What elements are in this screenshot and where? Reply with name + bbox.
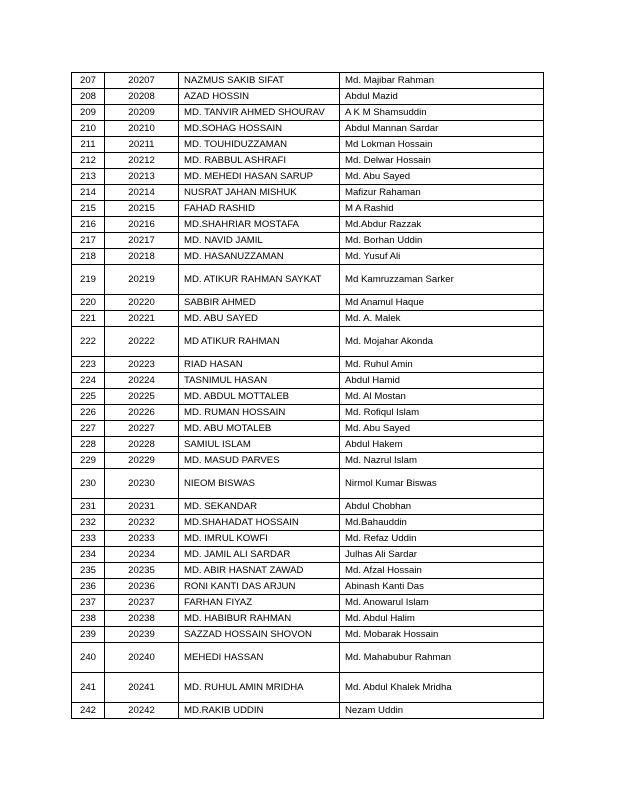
student-id-cell: 20232	[105, 515, 179, 531]
table-row	[72, 453, 544, 469]
serial-cell: 219	[72, 265, 105, 295]
father-name-cell: Md. A. Malek	[340, 311, 544, 327]
serial-cell: 212	[72, 153, 105, 169]
father-name-cell: Md. Mahabubur Rahman	[340, 643, 544, 673]
father-name-cell: Md. Nazrul Islam	[340, 453, 544, 469]
father-name-cell: Md Kamruzzaman Sarker	[340, 265, 544, 295]
father-name-cell: Md. Borhan Uddin	[340, 233, 544, 249]
serial-cell: 211	[72, 137, 105, 153]
father-name-cell: Md. Mojahar Akonda	[340, 327, 544, 357]
serial-cell: 209	[72, 105, 105, 121]
student-id-cell: 20241	[105, 673, 179, 703]
student-name-cell: MD. ATIKUR RAHMAN SAYKAT	[179, 265, 340, 295]
serial-cell: 240	[72, 643, 105, 673]
student-id-cell: 20218	[105, 249, 179, 265]
student-name-cell: MD. SEKANDAR	[179, 499, 340, 515]
student-name-cell: MD. ABDUL MOTTALEB	[179, 389, 340, 405]
serial-cell: 216	[72, 217, 105, 233]
student-name-cell: FAHAD RASHID	[179, 201, 340, 217]
student-id-cell: 20222	[105, 327, 179, 357]
student-roster-table	[71, 72, 544, 719]
table-row	[72, 579, 544, 595]
serial-cell: 235	[72, 563, 105, 579]
student-name-cell: MD ATIKUR RAHMAN	[179, 327, 340, 357]
student-id-cell: 20229	[105, 453, 179, 469]
table-row	[72, 421, 544, 437]
father-name-cell: Md. Yusuf Ali	[340, 249, 544, 265]
table-row	[72, 703, 544, 719]
table-row	[72, 373, 544, 389]
father-name-cell: Md. Rofiqul Islam	[340, 405, 544, 421]
student-name-cell: MEHEDI HASSAN	[179, 643, 340, 673]
table-row	[72, 531, 544, 547]
student-id-cell: 20238	[105, 611, 179, 627]
table-row	[72, 217, 544, 233]
father-name-cell: Md. Refaz Uddin	[340, 531, 544, 547]
student-id-cell: 20231	[105, 499, 179, 515]
serial-cell: 208	[72, 89, 105, 105]
father-name-cell: Md. Abdul Halim	[340, 611, 544, 627]
student-name-cell: AZAD HOSSIN	[179, 89, 340, 105]
student-name-cell: MD. TOUHIDUZZAMAN	[179, 137, 340, 153]
student-id-cell: 20221	[105, 311, 179, 327]
serial-cell: 221	[72, 311, 105, 327]
serial-cell: 241	[72, 673, 105, 703]
student-name-cell: MD.SHAHRIAR MOSTAFA	[179, 217, 340, 233]
father-name-cell: Abdul Chobhan	[340, 499, 544, 515]
serial-cell: 215	[72, 201, 105, 217]
father-name-cell: Md. Ruhul Amin	[340, 357, 544, 373]
serial-cell: 239	[72, 627, 105, 643]
student-id-cell: 20224	[105, 373, 179, 389]
table-row	[72, 437, 544, 453]
student-id-cell: 20234	[105, 547, 179, 563]
student-name-cell: MD. ABU MOTALEB	[179, 421, 340, 437]
student-id-cell: 20242	[105, 703, 179, 719]
student-id-cell: 20237	[105, 595, 179, 611]
serial-cell: 237	[72, 595, 105, 611]
serial-cell: 224	[72, 373, 105, 389]
student-name-cell: MD. HASANUZZAMAN	[179, 249, 340, 265]
serial-cell: 229	[72, 453, 105, 469]
father-name-cell: Md Lokman Hossain	[340, 137, 544, 153]
student-id-cell: 20207	[105, 73, 179, 89]
table-row	[72, 405, 544, 421]
student-id-cell: 20226	[105, 405, 179, 421]
table-row	[72, 89, 544, 105]
student-name-cell: MD.RAKIB UDDIN	[179, 703, 340, 719]
table-row	[72, 233, 544, 249]
father-name-cell: Md. Abdul Khalek Mridha	[340, 673, 544, 703]
student-name-cell: SAZZAD HOSSAIN SHOVON	[179, 627, 340, 643]
father-name-cell: Md. Al Mostan	[340, 389, 544, 405]
student-id-cell: 20209	[105, 105, 179, 121]
serial-cell: 236	[72, 579, 105, 595]
table-row	[72, 185, 544, 201]
table-row	[72, 499, 544, 515]
student-id-cell: 20214	[105, 185, 179, 201]
table-row	[72, 249, 544, 265]
student-id-cell: 20210	[105, 121, 179, 137]
father-name-cell: Abdul Hakem	[340, 437, 544, 453]
table-row	[72, 311, 544, 327]
father-name-cell: Abdul Mazid	[340, 89, 544, 105]
student-id-cell: 20227	[105, 421, 179, 437]
serial-cell: 220	[72, 295, 105, 311]
student-name-cell: MD. ABIR HASNAT ZAWAD	[179, 563, 340, 579]
roster-body	[72, 73, 544, 719]
student-name-cell: MD. RABBUL ASHRAFI	[179, 153, 340, 169]
father-name-cell: Md. Abu Sayed	[340, 169, 544, 185]
table-row	[72, 563, 544, 579]
father-name-cell: Md.Bahauddin	[340, 515, 544, 531]
student-name-cell: FARHAN FIYAZ	[179, 595, 340, 611]
student-id-cell: 20235	[105, 563, 179, 579]
father-name-cell: Md Anamul Haque	[340, 295, 544, 311]
student-id-cell: 20211	[105, 137, 179, 153]
serial-cell: 213	[72, 169, 105, 185]
student-id-cell: 20208	[105, 89, 179, 105]
student-id-cell: 20240	[105, 643, 179, 673]
serial-cell: 228	[72, 437, 105, 453]
student-id-cell: 20213	[105, 169, 179, 185]
father-name-cell: Md. Majibar Rahman	[340, 73, 544, 89]
table-row	[72, 611, 544, 627]
student-id-cell: 20217	[105, 233, 179, 249]
father-name-cell: Md. Afzal Hossain	[340, 563, 544, 579]
table-row	[72, 547, 544, 563]
table-row	[72, 595, 544, 611]
father-name-cell: Mafizur Rahaman	[340, 185, 544, 201]
student-name-cell: MD.SOHAG HOSSAIN	[179, 121, 340, 137]
student-id-cell: 20230	[105, 469, 179, 499]
table-row	[72, 357, 544, 373]
student-name-cell: MD. MASUD PARVES	[179, 453, 340, 469]
student-id-cell: 20236	[105, 579, 179, 595]
father-name-cell: Nirmol Kumar Biswas	[340, 469, 544, 499]
student-name-cell: NIEOM BISWAS	[179, 469, 340, 499]
student-id-cell: 20233	[105, 531, 179, 547]
student-name-cell: NAZMUS SAKIB SIFAT	[179, 73, 340, 89]
student-name-cell: MD. MEHEDI HASAN SARUP	[179, 169, 340, 185]
serial-cell: 214	[72, 185, 105, 201]
father-name-cell: Abdul Mannan Sardar	[340, 121, 544, 137]
student-name-cell: MD.SHAHADAT HOSSAIN	[179, 515, 340, 531]
father-name-cell: Md. Delwar Hossain	[340, 153, 544, 169]
serial-cell: 233	[72, 531, 105, 547]
serial-cell: 234	[72, 547, 105, 563]
student-name-cell: MD. NAVID JAMIL	[179, 233, 340, 249]
table-row	[72, 327, 544, 357]
serial-cell: 227	[72, 421, 105, 437]
father-name-cell: Md. Anowarul Islam	[340, 595, 544, 611]
serial-cell: 222	[72, 327, 105, 357]
table-row	[72, 389, 544, 405]
serial-cell: 226	[72, 405, 105, 421]
father-name-cell: M A Rashid	[340, 201, 544, 217]
student-id-cell: 20215	[105, 201, 179, 217]
student-id-cell: 20216	[105, 217, 179, 233]
serial-cell: 218	[72, 249, 105, 265]
student-name-cell: MD. RUHUL AMIN MRIDHA	[179, 673, 340, 703]
father-name-cell: Abinash Kanti Das	[340, 579, 544, 595]
student-id-cell: 20239	[105, 627, 179, 643]
father-name-cell: Md.Abdur Razzak	[340, 217, 544, 233]
table-row	[72, 295, 544, 311]
table-row	[72, 201, 544, 217]
serial-cell: 223	[72, 357, 105, 373]
table-row	[72, 169, 544, 185]
serial-cell: 232	[72, 515, 105, 531]
student-id-cell: 20228	[105, 437, 179, 453]
table-row	[72, 627, 544, 643]
student-name-cell: MD. JAMIL ALI SARDAR	[179, 547, 340, 563]
student-name-cell: MD. IMRUL KOWFI	[179, 531, 340, 547]
student-id-cell: 20220	[105, 295, 179, 311]
father-name-cell: A K M Shamsuddin	[340, 105, 544, 121]
serial-cell: 231	[72, 499, 105, 515]
student-name-cell: SABBIR AHMED	[179, 295, 340, 311]
student-name-cell: MD. RUMAN HOSSAIN	[179, 405, 340, 421]
serial-cell: 210	[72, 121, 105, 137]
table-row	[72, 153, 544, 169]
student-name-cell: RIAD HASAN	[179, 357, 340, 373]
serial-cell: 238	[72, 611, 105, 627]
serial-cell: 242	[72, 703, 105, 719]
student-name-cell: MD. TANVIR AHMED SHOURAV	[179, 105, 340, 121]
student-name-cell: TASNIMUL HASAN	[179, 373, 340, 389]
table-row	[72, 73, 544, 89]
father-name-cell: Abdul Hamid	[340, 373, 544, 389]
table-row	[72, 137, 544, 153]
serial-cell: 207	[72, 73, 105, 89]
father-name-cell: Nezam Uddin	[340, 703, 544, 719]
table-row	[72, 643, 544, 673]
student-name-cell: MD. HABIBUR RAHMAN	[179, 611, 340, 627]
student-name-cell: NUSRAT JAHAN MISHUK	[179, 185, 340, 201]
student-id-cell: 20212	[105, 153, 179, 169]
father-name-cell: Julhas Ali Sardar	[340, 547, 544, 563]
father-name-cell: Md. Mobarak Hossain	[340, 627, 544, 643]
table-row	[72, 121, 544, 137]
serial-cell: 230	[72, 469, 105, 499]
table-row	[72, 105, 544, 121]
father-name-cell: Md. Abu Sayed	[340, 421, 544, 437]
serial-cell: 217	[72, 233, 105, 249]
table-row	[72, 673, 544, 703]
student-id-cell: 20223	[105, 357, 179, 373]
student-id-cell: 20225	[105, 389, 179, 405]
student-id-cell: 20219	[105, 265, 179, 295]
table-row	[72, 265, 544, 295]
student-name-cell: RONI KANTI DAS ARJUN	[179, 579, 340, 595]
student-name-cell: SAMIUL ISLAM	[179, 437, 340, 453]
table-row	[72, 515, 544, 531]
serial-cell: 225	[72, 389, 105, 405]
student-name-cell: MD. ABU SAYED	[179, 311, 340, 327]
table-row	[72, 469, 544, 499]
